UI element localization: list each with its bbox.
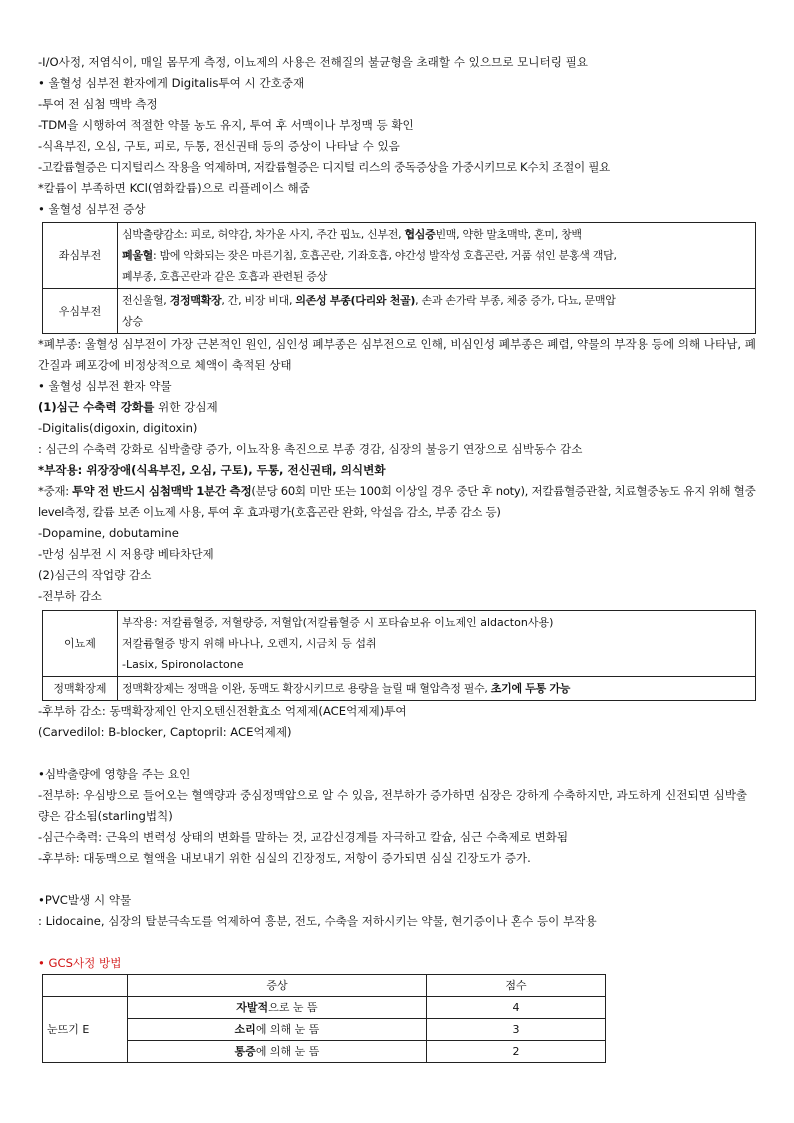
text-paragraph: -전부하: 우심방으로 들어오는 혈액량과 중심정맥압으로 알 수 있음, 전부하가 증가하면 심장은 강하게 수축하지만, 과도하게 신전되면 심박출량은 감소됨(starling법칙) <box>38 788 748 823</box>
gcs-symptom-cell: 통증에 의해 눈 뜸 <box>128 1041 427 1063</box>
gcs-group-label: 눈뜨기 E <box>43 997 128 1063</box>
text-line: (1)심근 수축력 강화를 위한 강심제 <box>38 400 218 414</box>
gcs-heading: • GCS사정 방법 <box>38 956 122 970</box>
right-heart-failure-cell: 전신울혈, 경정맥확장, 간, 비장 비대, 의존성 부종(다리와 천골), 손과 손가락 부종, 체중 증가, 다뇨, 문맥압 상승 <box>118 289 756 334</box>
gcs-score-cell: 3 <box>427 1019 606 1041</box>
text-line: -Dopamine, dobutamine <box>38 526 179 540</box>
text-line: -만성 심부전 시 저용량 베타차단제 <box>38 547 214 561</box>
text-line: -심근수축력: 근육의 변력성 상태의 변화를 말하는 것, 교감신경계를 자극하고 칼슘, 심근 수축제로 변화됨 <box>38 830 569 844</box>
gcs-score-cell: 2 <box>427 1041 606 1063</box>
text-line: -후부하: 대동맥으로 혈액을 내보내기 위한 심실의 긴장정도, 저항이 증가되면 심실 긴장도가 증가. <box>38 851 531 865</box>
preload-drugs-table <box>42 610 756 701</box>
text-paragraph: *중재: 투약 전 반드시 심첨맥박 1분간 측정(분당 60회 미만 또는 100회 이상일 경우 중단 후 noty), 저칼륨혈증관찰, 치료혈중농도 유지 위해 혈중level측정, 칼륨 보존 이뇨제 사용, 투여 후 효과평가(호흡곤란 완화, 악설음 감소, 부종 감소 등) <box>38 484 756 519</box>
text-line: -고칼륨혈증은 디지털리스 작용을 억제하며, 저칼륨혈증은 디지털 리스의 중독증상을 가중시키므로 K수치 조절이 필요 <box>38 160 610 174</box>
text-line: -후부하 감소: 동맥확장제인 안지오텐신전환효소 억제제(ACE억제제)투여 <box>38 704 407 718</box>
gcs-score-cell: 4 <box>427 997 606 1019</box>
text-line: -전부하 감소 <box>38 589 102 603</box>
text-line: *칼륨이 부족하면 KCl(염화칼륨)으로 리플레이스 해줌 <box>38 181 310 195</box>
text-line: : Lidocaine, 심장의 탈분극속도를 억제하여 흥분, 전도, 수축을 저하시키는 약물, 현기증이나 혼수 등이 부작용 <box>38 914 597 928</box>
text-line: (Carvedilol: B-blocker, Captopril: ACE억제제) <box>38 725 292 739</box>
gcs-symptom-cell: 소리에 의해 눈 뜸 <box>128 1019 427 1041</box>
text-line: : 심근의 수축력 강화로 심박출량 증가, 이뇨작용 촉진으로 부종 경감, 심장의 불응기 연장으로 심박동수 감소 <box>38 442 583 456</box>
edema-paragraph: *폐부종: 울혈성 심부전이 가장 근본적인 원인, 심인성 폐부종은 심부전으로 인해, 비심인성 폐부종은 폐렴, 약물의 부작용 등에 의해 나타남, 폐 간질과 폐포강에 비정상적으로 체액이 축적된 상태 <box>38 337 756 372</box>
section-heading: • 울혈성 심부전 증상 <box>38 202 146 216</box>
left-heart-failure-cell: 심박출량감소: 피로, 허약감, 차가운 사지, 주간 핍뇨, 신부전, 협심증빈맥, 약한 말초맥박, 혼미, 창백 폐울혈: 밤에 악화되는 잦은 마른기침, 호흡곤란, 기좌호흡, 야간성 발작성 호흡곤란, 거품 섞인 분홍색 객담, 폐부종, 호흡곤란과 같은 호흡과 관련된 증상 <box>118 223 756 289</box>
section-heading: •심박출량에 영향을 주는 요인 <box>38 767 191 781</box>
heart-failure-symptoms-table <box>42 222 756 334</box>
text-line: -TDM을 시행하여 적절한 약물 농도 유지, 투여 후 서맥이나 부정맥 등 확인 <box>38 118 414 132</box>
text-line: -투여 전 심첨 맥박 측정 <box>38 97 158 111</box>
diuretic-label: 이뇨제 <box>43 611 118 677</box>
left-heart-failure-label: 좌심부전 <box>43 223 118 289</box>
gcs-symptom-cell: 자발적으로 눈 뜸 <box>128 997 427 1019</box>
text-line: (2)심근의 작업량 감소 <box>38 568 152 582</box>
diuretic-cell: 부작용: 저칼륨혈증, 저혈량증, 저혈압(저칼륨혈증 시 포타슘보유 이뇨제인 aldacton사용) 저칼륨혈증 방지 위해 바나나, 오렌지, 시금치 등 섭취 -Lasix, Spironolactone <box>118 611 756 677</box>
section-heading: • 울혈성 심부전 환자 약물 <box>38 379 172 393</box>
text-line: *부작용: 위장장애(식욕부진, 오심, 구토), 두통, 전신권태, 의식변화 <box>38 463 386 477</box>
text-line: -I/O사정, 저염식이, 매일 몸무게 측정, 이뇨제의 사용은 전해질의 불균형을 초래할 수 있으므로 모니터링 필요 <box>38 55 588 69</box>
vasodilator-cell: 정맥확장제는 정맥을 이완, 동맥도 확장시키므로 용량을 늘릴 때 혈압측정 필수, 초기에 두통 가능 <box>118 677 756 701</box>
text-line: -Digitalis(digoxin, digitoxin) <box>38 421 198 435</box>
section-heading: •PVC발생 시 약물 <box>38 893 132 907</box>
document-page <box>38 52 756 1063</box>
gcs-corner-cell <box>43 975 128 997</box>
gcs-table <box>42 974 606 1063</box>
section-heading: • 울혈성 심부전 환자에게 Digitalis투여 시 간호중재 <box>38 76 305 90</box>
gcs-col-score: 점수 <box>427 975 606 997</box>
text-line: -식욕부진, 오심, 구토, 피로, 두통, 전신권태 등의 증상이 나타날 수 있음 <box>38 139 400 153</box>
vasodilator-label: 정맥확장제 <box>43 677 118 701</box>
right-heart-failure-label: 우심부전 <box>43 289 118 334</box>
gcs-col-symptom: 증상 <box>128 975 427 997</box>
